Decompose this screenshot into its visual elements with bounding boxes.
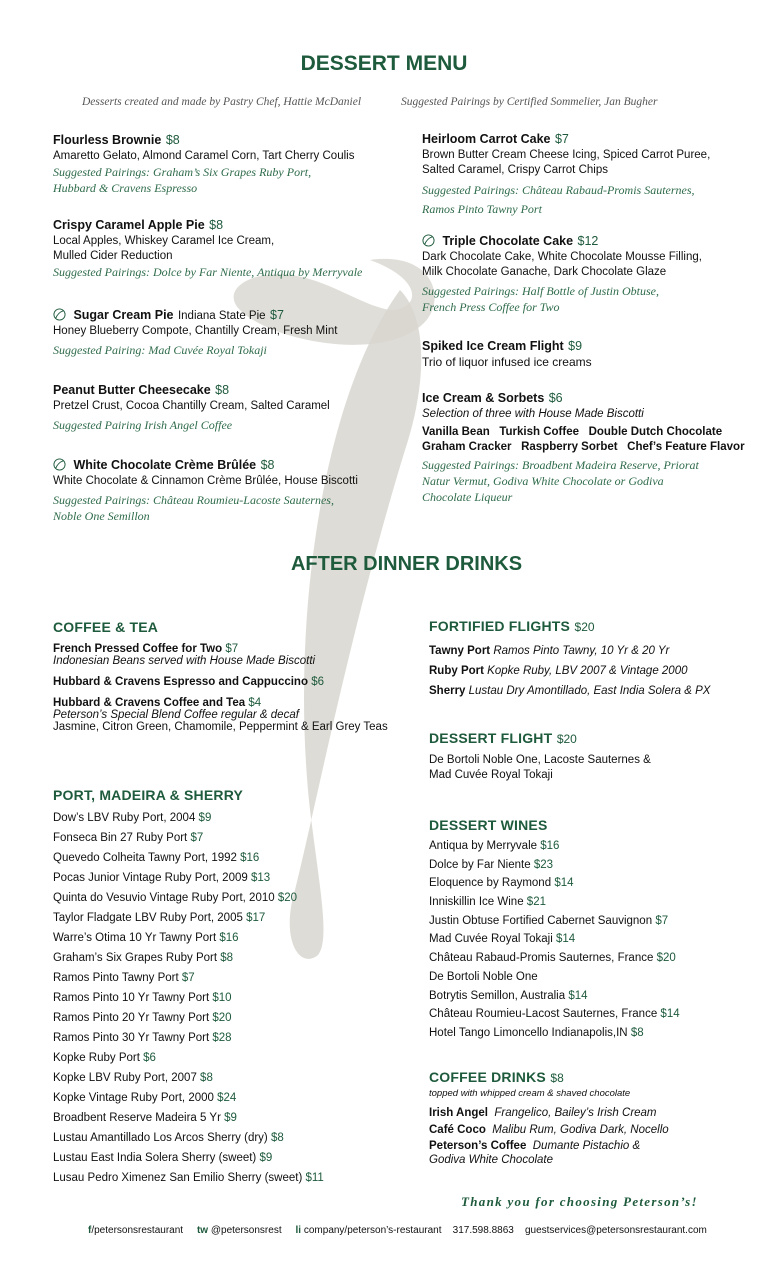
port-item-name: Quevedo Colheita Tawny Port, 1992 xyxy=(53,852,237,864)
port-item xyxy=(53,948,413,968)
facebook-icon: f xyxy=(88,1225,92,1236)
port-item-price: $8 xyxy=(220,952,234,964)
wine-item-price: $7 xyxy=(655,914,669,927)
wine-item-price: $14 xyxy=(568,989,588,1002)
wine-item xyxy=(429,874,759,893)
port-item-price: $28 xyxy=(212,1032,232,1044)
wine-item-name: Dolce by Far Niente xyxy=(429,858,531,871)
coffee-drink-name: Irish Angel xyxy=(429,1107,488,1119)
port-item-price: $10 xyxy=(212,992,232,1004)
port-section xyxy=(53,787,413,1188)
dessert-pairing: Noble One Semillon xyxy=(53,509,150,523)
wine-item-name: Antiqua by Merryvale xyxy=(429,840,538,852)
wine-item-price: $20 xyxy=(656,952,676,965)
dessert-spiked-ice-cream xyxy=(422,337,762,370)
port-item-price: $16 xyxy=(219,932,239,944)
dessert-pairing: Suggested Pairing Irish Angel Coffee xyxy=(53,418,233,432)
dessert-pairing: French Press Coffee for Two xyxy=(422,300,560,314)
port-item xyxy=(53,1048,413,1068)
dessert-name: Ice Cream & Sorbets xyxy=(422,391,545,405)
coffee-item-name: French Pressed Coffee for Two xyxy=(53,643,223,655)
coffee-item-price: $6 xyxy=(311,676,324,688)
dessert-pairing: Suggested Pairings: Dolce by Far Niente, Antiqua by Merryvale xyxy=(53,265,363,279)
dessert-desc: Selection of three with House Made Biscotti xyxy=(422,408,644,420)
dessert-name: White Chocolate Crème Brûlée xyxy=(73,458,257,472)
dessert-desc: Pretzel Crust, Cocoa Chantilly Cream, Salted Caramel xyxy=(53,400,330,412)
dessert-desc: Dark Chocolate Cake, White Chocolate Mousse Filling, xyxy=(422,251,702,263)
port-item-name: Quinta do Vesuvio Vintage Ruby Port, 2010 xyxy=(53,892,275,904)
wine-item xyxy=(429,987,759,1006)
port-item-name: Pocas Junior Vintage Ruby Port, 2009 xyxy=(53,872,248,884)
dessert-desc: Salted Caramel, Crispy Carrot Chips xyxy=(422,164,608,176)
wine-item xyxy=(429,837,759,856)
port-item-name: Taylor Fladgate LBV Ruby Port, 2005 xyxy=(53,912,243,924)
page-title: DESSERT MENU xyxy=(300,52,468,75)
email-link[interactable]: guestservices@petersonsrestaurant.com xyxy=(524,1225,707,1236)
port-item-name: Ramos Pinto 30 Yr Tawny Port xyxy=(53,1032,210,1044)
wine-item-name: Château Rabaud-Promis Sauternes, France xyxy=(429,952,654,965)
port-item xyxy=(53,808,413,828)
port-item xyxy=(53,928,413,948)
flavor-list: Graham Cracker Raspberry Sorbet Chef’s Feature Flavor xyxy=(422,441,745,453)
port-item xyxy=(53,848,413,868)
dessert-desc: Local Apples, Whiskey Caramel Ice Cream, xyxy=(53,235,275,247)
dessert-pairing: Suggested Pairings: Graham’s Six Grapes Ruby Port, xyxy=(53,165,312,179)
dessert-desc: Honey Blueberry Compote, Chantilly Cream, Fresh Mint xyxy=(53,325,338,337)
linkedin-icon: li xyxy=(295,1225,302,1236)
dessert-pairing: Hubbard & Cravens Espresso xyxy=(53,181,198,195)
wine-item xyxy=(429,893,759,912)
twitter-link[interactable]: @petersonsrest xyxy=(210,1225,282,1236)
section-heading: DESSERT FLIGHT xyxy=(429,730,553,746)
port-item xyxy=(53,1108,413,1128)
wine-item-price: $14 xyxy=(556,933,576,946)
flavor-list: Vanilla Bean Turkish Coffee Double Dutch Chocolate xyxy=(422,426,723,438)
dessert-price: $8 xyxy=(209,218,224,232)
dessert-price: $6 xyxy=(548,391,563,405)
section-price: $20 xyxy=(556,732,577,746)
dessert-extra: Indiana State Pie xyxy=(177,310,266,322)
section-heading: PORT, MADEIRA & SHERRY xyxy=(53,787,244,803)
wine-list xyxy=(429,837,759,1043)
dessert-creme-brulee xyxy=(53,456,393,524)
wine-item-name: Hotel Tango Limoncello Indianapolis,IN xyxy=(429,1026,628,1039)
subtitle-right: Suggested Pairings by Certified Sommelier, Jan Bugher xyxy=(401,96,658,108)
wine-item-name: Eloquence by Raymond xyxy=(429,877,552,890)
dessert-wines-section xyxy=(429,817,759,1043)
port-item xyxy=(53,1168,413,1188)
wine-item xyxy=(429,968,759,987)
flight-line: Mad Cuvée Royal Tokaji xyxy=(429,769,553,781)
dessert-name: Peanut Butter Cheesecake xyxy=(53,383,211,397)
wine-item-name: De Bortoli Noble One xyxy=(429,970,538,983)
port-item-price: $13 xyxy=(250,872,271,884)
port-item xyxy=(53,1088,413,1108)
port-item-name: Dow’s LBV Ruby Port, 2004 xyxy=(53,812,196,824)
wine-item-name: Château Roumieu-Lacost Sauternes, France xyxy=(429,1008,658,1021)
port-item xyxy=(53,888,413,908)
section-heading: FORTIFIED FLIGHTS xyxy=(429,618,571,634)
wine-item-price: $14 xyxy=(554,877,574,890)
port-item-price: $11 xyxy=(305,1172,324,1184)
dessert-name: Spiked Ice Cream Flight xyxy=(422,339,564,353)
dessert-peanut-cheesecake xyxy=(53,381,393,433)
port-item-name: Fonseca Bin 27 Ruby Port xyxy=(53,832,188,844)
dessert-desc: Brown Butter Cream Cheese Icing, Spiced Carrot Puree, xyxy=(422,149,711,161)
dessert-price: $8 xyxy=(260,458,275,472)
port-item xyxy=(53,1128,413,1148)
port-item-name: Ramos Pinto 20 Yr Tawny Port xyxy=(53,1012,210,1024)
flight-desc: Lustau Dry Amontillado, East India Solera & PX xyxy=(468,685,711,697)
dessert-pairing: Suggested Pairings: Half Bottle of Justin Obtuse, xyxy=(422,284,659,298)
dessert-pairing: Suggested Pairings: Broadbent Madeira Reserve, Priorat xyxy=(422,458,699,472)
wine-item xyxy=(429,1005,759,1024)
dessert-desc: Trio of liquor infused ice creams xyxy=(422,355,592,369)
dessert-pairing: Suggested Pairings: Château Roumieu-Lacoste Sauternes, xyxy=(53,493,334,507)
wine-item xyxy=(429,912,759,931)
wine-item-name: Inniskillin Ice Wine xyxy=(429,896,524,909)
flight-line: De Bortoli Noble One, Lacoste Sauternes & xyxy=(429,754,651,766)
coffee-item-sub: Indonesian Beans served with House Made Biscotti xyxy=(53,655,316,667)
wine-item-name: Mad Cuvée Royal Tokaji xyxy=(429,933,553,946)
dessert-carrot-cake xyxy=(422,130,762,219)
port-item-price: $8 xyxy=(270,1132,284,1144)
section-heading: DESSERT WINES xyxy=(429,817,548,833)
flight-name: Sherry xyxy=(429,685,466,697)
wine-item-price: $14 xyxy=(660,1008,680,1021)
port-item-name: Warre’s Otima 10 Yr Tawny Port xyxy=(53,932,217,944)
port-item-price: $9 xyxy=(259,1152,273,1164)
port-item-price: $20 xyxy=(277,892,298,904)
section-price: $8 xyxy=(550,1071,564,1085)
port-item-name: Graham’s Six Grapes Ruby Port xyxy=(53,952,218,964)
dessert-desc: Milk Chocolate Ganache, Dark Chocolate Glaze xyxy=(422,266,667,278)
port-item xyxy=(53,1148,413,1168)
flight-name: Tawny Port xyxy=(429,645,491,657)
coffee-drink-desc: Malibu Rum, Godiva Dark, Nocello xyxy=(492,1124,669,1136)
port-item-price: $9 xyxy=(224,1112,237,1124)
coffee-tea-section xyxy=(53,619,413,733)
coffee-item-name: Hubbard & Cravens Espresso and Cappuccino xyxy=(53,676,308,688)
coffee-item-price: $7 xyxy=(225,643,239,655)
coffee-item-sub: Jasmine, Citron Green, Chamomile, Peppermint & Earl Grey Teas xyxy=(53,721,388,733)
coffee-drinks-note: topped with whipped cream & shaved chocolate xyxy=(429,1088,631,1099)
dessert-flourless-brownie xyxy=(53,131,393,196)
dessert-ice-cream-sorbets xyxy=(422,389,762,505)
port-item-price: $6 xyxy=(143,1052,156,1064)
flight-desc: Kopke Ruby, LBV 2007 & Vintage 2000 xyxy=(487,665,688,677)
port-item-name: Ramos Pinto 10 Yr Tawny Port xyxy=(53,992,210,1004)
dessert-pairing: Natur Vermut, Godiva White Chocolate or Godiva xyxy=(422,474,664,488)
port-item xyxy=(53,828,413,848)
subtitle-left: Desserts created and made by Pastry Chef, Hattie McDaniel xyxy=(82,96,362,108)
dessert-pairing: Ramos Pinto Tawny Port xyxy=(422,202,542,216)
port-item-price: $7 xyxy=(181,972,195,984)
leaf-icon xyxy=(422,234,435,247)
coffee-drink-name: Café Coco xyxy=(429,1124,486,1136)
dessert-price: $7 xyxy=(554,132,569,146)
dessert-flight-section xyxy=(429,730,759,783)
footer xyxy=(88,1225,707,1236)
port-item-name: Kopke Vintage Ruby Port, 2000 xyxy=(53,1092,214,1104)
port-item xyxy=(53,1068,413,1088)
port-item-price: $17 xyxy=(246,912,266,924)
port-item xyxy=(53,868,413,888)
wine-item xyxy=(429,1024,759,1043)
thank-you-note: Thank you for choosing Peterson’s! xyxy=(461,1194,698,1209)
port-item xyxy=(53,1008,413,1028)
dessert-desc: White Chocolate & Cinnamon Crème Brûlée, House Biscotti xyxy=(53,475,358,487)
wine-item-name: Botrytis Semillon, Australia xyxy=(429,989,566,1002)
port-item xyxy=(53,968,413,988)
dessert-name: Heirloom Carrot Cake xyxy=(422,132,551,146)
flight-name: Ruby Port xyxy=(429,665,484,677)
coffee-item-price: $4 xyxy=(248,697,262,709)
port-item-name: Lustau East India Solera Sherry (sweet) xyxy=(53,1152,257,1164)
port-item xyxy=(53,908,413,928)
section-heading: COFFEE & TEA xyxy=(53,619,159,635)
section-price: $20 xyxy=(574,620,595,634)
port-item-name: Ramos Pinto Tawny Port xyxy=(53,972,179,984)
port-item-price: $7 xyxy=(190,832,204,844)
port-item-name: Broadbent Reserve Madeira 5 Yr xyxy=(53,1112,221,1124)
port-item-name: Kopke LBV Ruby Port, 2007 xyxy=(53,1072,197,1084)
flight-desc: Ramos Pinto Tawny, 10 Yr & 20 Yr xyxy=(493,645,670,657)
dessert-price: $8 xyxy=(165,133,180,147)
wine-item xyxy=(429,949,759,968)
dessert-price: $9 xyxy=(568,339,583,353)
wine-item-price: $16 xyxy=(540,840,560,852)
wine-item-price: $23 xyxy=(533,858,554,871)
coffee-drinks-section xyxy=(429,1069,759,1167)
coffee-item-name: Hubbard & Cravens Coffee and Tea xyxy=(53,697,246,709)
port-item xyxy=(53,1028,413,1048)
port-item xyxy=(53,988,413,1008)
port-item-price: $20 xyxy=(212,1012,232,1024)
wine-item-name: Justin Obtuse Fortified Cabernet Sauvignon xyxy=(429,914,653,927)
coffee-drink-name: Peterson’s Coffee xyxy=(429,1140,527,1152)
dessert-price: $12 xyxy=(577,234,599,248)
dessert-name: Triple Chocolate Cake xyxy=(442,234,574,248)
dessert-crispy-apple-pie xyxy=(53,216,393,280)
fortified-section xyxy=(429,618,759,701)
coffee-item-sub: Peterson’s Special Blend Coffee regular & decaf xyxy=(53,709,299,721)
dessert-pairing: Chocolate Liqueur xyxy=(422,490,513,504)
coffee-drink-desc: Dumante Pistachio & xyxy=(532,1140,641,1152)
dessert-name: Sugar Cream Pie xyxy=(73,308,174,322)
port-item-name: Lusau Pedro Ximenez San Emilio Sherry (sweet) xyxy=(53,1172,303,1184)
port-item-price: $8 xyxy=(200,1072,213,1084)
dessert-name: Flourless Brownie xyxy=(53,133,162,147)
dessert-price: $8 xyxy=(215,383,230,397)
section-heading: COFFEE DRINKS xyxy=(429,1069,546,1085)
wine-item-price: $8 xyxy=(630,1026,644,1039)
dessert-pairing: Suggested Pairing: Mad Cuvée Royal Tokaji xyxy=(53,343,267,357)
linkedin-link[interactable]: company/peterson’s-restaurant xyxy=(303,1225,442,1236)
port-item-name: Kopke Ruby Port xyxy=(53,1052,140,1064)
dessert-price: $7 xyxy=(270,308,284,322)
port-list xyxy=(53,808,413,1188)
wine-item-price: $21 xyxy=(526,896,546,909)
port-item-price: $9 xyxy=(198,812,212,824)
port-item-price: $24 xyxy=(217,1092,237,1104)
twitter-icon: tw xyxy=(196,1225,209,1236)
port-item-price: $16 xyxy=(240,852,260,864)
leaf-icon xyxy=(53,458,66,471)
dessert-name: Crispy Caramel Apple Pie xyxy=(53,218,205,232)
leaf-icon xyxy=(53,308,66,321)
phone-number[interactable]: 317.598.8863 xyxy=(452,1225,514,1236)
dessert-pairing: Suggested Pairings: Château Rabaud-Promis Sauternes, xyxy=(422,183,695,197)
dessert-sugar-cream-pie xyxy=(53,306,393,358)
port-item-name: Lustau Amantillado Los Arcos Sherry (dry) xyxy=(53,1132,268,1144)
wine-item xyxy=(429,856,759,875)
coffee-drink-desc: Godiva White Chocolate xyxy=(429,1154,554,1166)
wine-item xyxy=(429,930,759,949)
drinks-title: AFTER DINNER DRINKS xyxy=(290,553,523,575)
dessert-triple-chocolate xyxy=(422,232,762,315)
coffee-drink-desc: Frangelico, Bailey’s Irish Cream xyxy=(494,1107,657,1119)
facebook-link[interactable]: /petersonsrestaurant xyxy=(91,1225,184,1236)
dessert-desc: Mulled Cider Reduction xyxy=(53,250,173,262)
dessert-desc: Amaretto Gelato, Almond Caramel Corn, Tart Cherry Coulis xyxy=(53,150,355,162)
